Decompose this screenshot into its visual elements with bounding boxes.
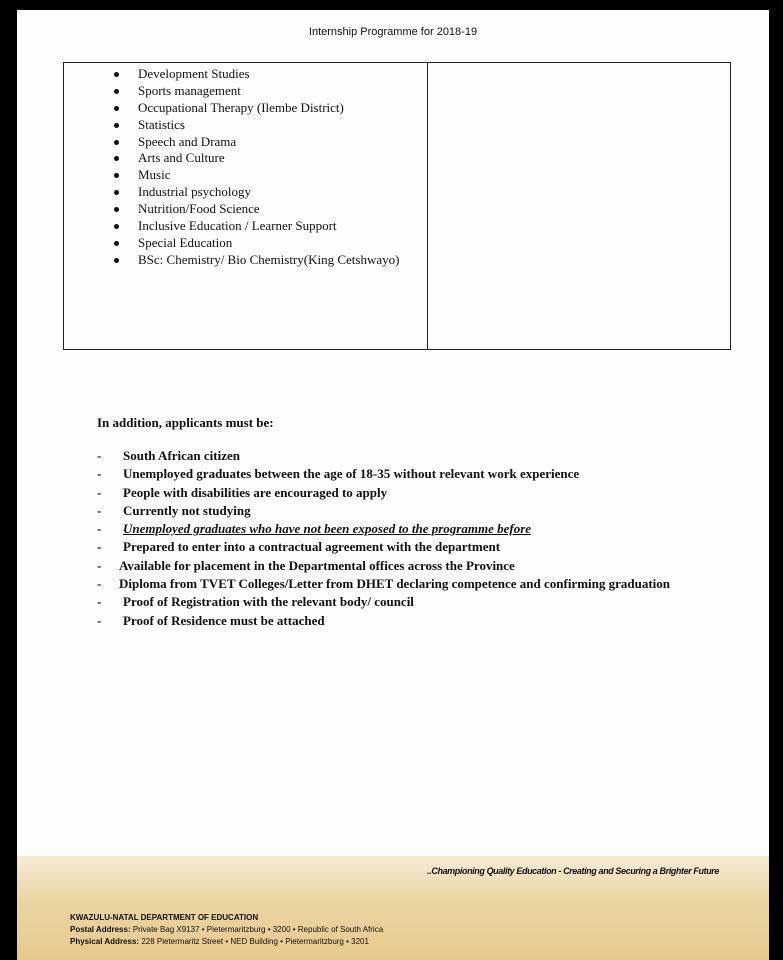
page-header-title: Internship Programme for 2018-19	[308, 26, 478, 38]
dash-icon: -	[97, 576, 102, 592]
list-item: Arts and Culture	[112, 150, 399, 167]
dash-icon: -	[97, 484, 102, 500]
bullet-icon	[114, 106, 119, 111]
dash-icon: -	[97, 502, 102, 518]
dash-icon: -	[97, 466, 102, 482]
footer-tagline: ..Championing Quality Education - Creating and Securing a Brighter Future	[427, 866, 719, 876]
document-page: Internship Programme for 2018-19 Development Studies Sports management Occupational Therapy (Ilembe District) Statistics Speech and Drama Arts and Culture Music Industrial psychology Nutrition/Food Science Inclusive Education / Learner Support Special Education BSc: Chemistry/ Bio Chemistry(King Cetshwayo) In addition, applicants must be: - South African citizen - Unemployed graduates between the age of 18-35 without relevant work experience - People with disabilities are encouraged to apply - Currently not studying - Unemployed graduates who have not been exposed to the programme before - Prepared to enter into a contractual agreement with the department - Available for placement in the Departmental offices across the Province - Diploma from TVET Colleges/Letter from DHET declaring competence and confirming graduation - Proof of Registration with the relevant body/ council - Proof of Residence must be attached ..Championing Quality Education - Creating and Securing a Brighter Future KWAZULU-NATAL DEPARTMENT OF EDUCATION Postal Address: Private Bag X9137 • Pietermaritzburg • 3200 • Republic of South Africa Physical Address: 228 Pietermaritz Street • NED Building • Pietermaritzburg • 3201	[17, 10, 769, 960]
letterhead-footer	[17, 856, 769, 960]
footer-physical-address: Physical Address: 228 Pietermaritz Street • NED Building • Pietermaritzburg • 3201	[70, 937, 369, 946]
list-item: BSc: Chemistry/ Bio Chemistry(King Cetshwayo)	[112, 252, 399, 269]
list-item: Special Education	[112, 235, 399, 252]
dash-icon: -	[97, 557, 102, 573]
footer-postal-address: Postal Address: Private Bag X9137 • Pietermaritzburg • 3200 • Republic of South Africa	[70, 925, 384, 934]
list-item: Nutrition/Food Science	[112, 201, 399, 218]
bullet-icon	[114, 224, 119, 229]
bullet-icon	[114, 173, 119, 178]
list-item: Music	[112, 167, 399, 184]
bullet-icon	[114, 89, 119, 94]
dash-icon: -	[97, 521, 102, 537]
dash-icon: -	[97, 448, 102, 463]
subjects-list	[112, 66, 399, 269]
list-item: Industrial psychology	[112, 184, 399, 201]
bullet-icon	[114, 140, 119, 145]
requirements-heading: In addition, applicants must be:	[97, 415, 274, 430]
list-item: Speech and Drama	[112, 134, 399, 151]
table-column-divider	[427, 63, 428, 349]
list-item: Inclusive Education / Learner Support	[112, 218, 399, 235]
list-item: Sports management	[112, 83, 399, 100]
bullet-icon	[114, 241, 119, 246]
bullet-icon	[114, 258, 119, 263]
list-item: Statistics	[112, 117, 399, 134]
bullet-icon	[114, 190, 119, 195]
footer-org-name: KWAZULU-NATAL DEPARTMENT OF EDUCATION	[70, 913, 259, 922]
list-item: Occupational Therapy (Ilembe District)	[112, 100, 399, 117]
subjects-table	[63, 62, 731, 350]
bullet-icon	[114, 156, 119, 161]
dash-icon: -	[97, 612, 102, 628]
bullet-icon	[114, 72, 119, 77]
bullet-icon	[114, 207, 119, 212]
list-item: Development Studies	[112, 66, 399, 83]
bullet-icon	[114, 123, 119, 128]
dash-icon: -	[97, 594, 102, 610]
footer-address-block	[70, 912, 383, 948]
dash-icon: -	[97, 539, 102, 555]
